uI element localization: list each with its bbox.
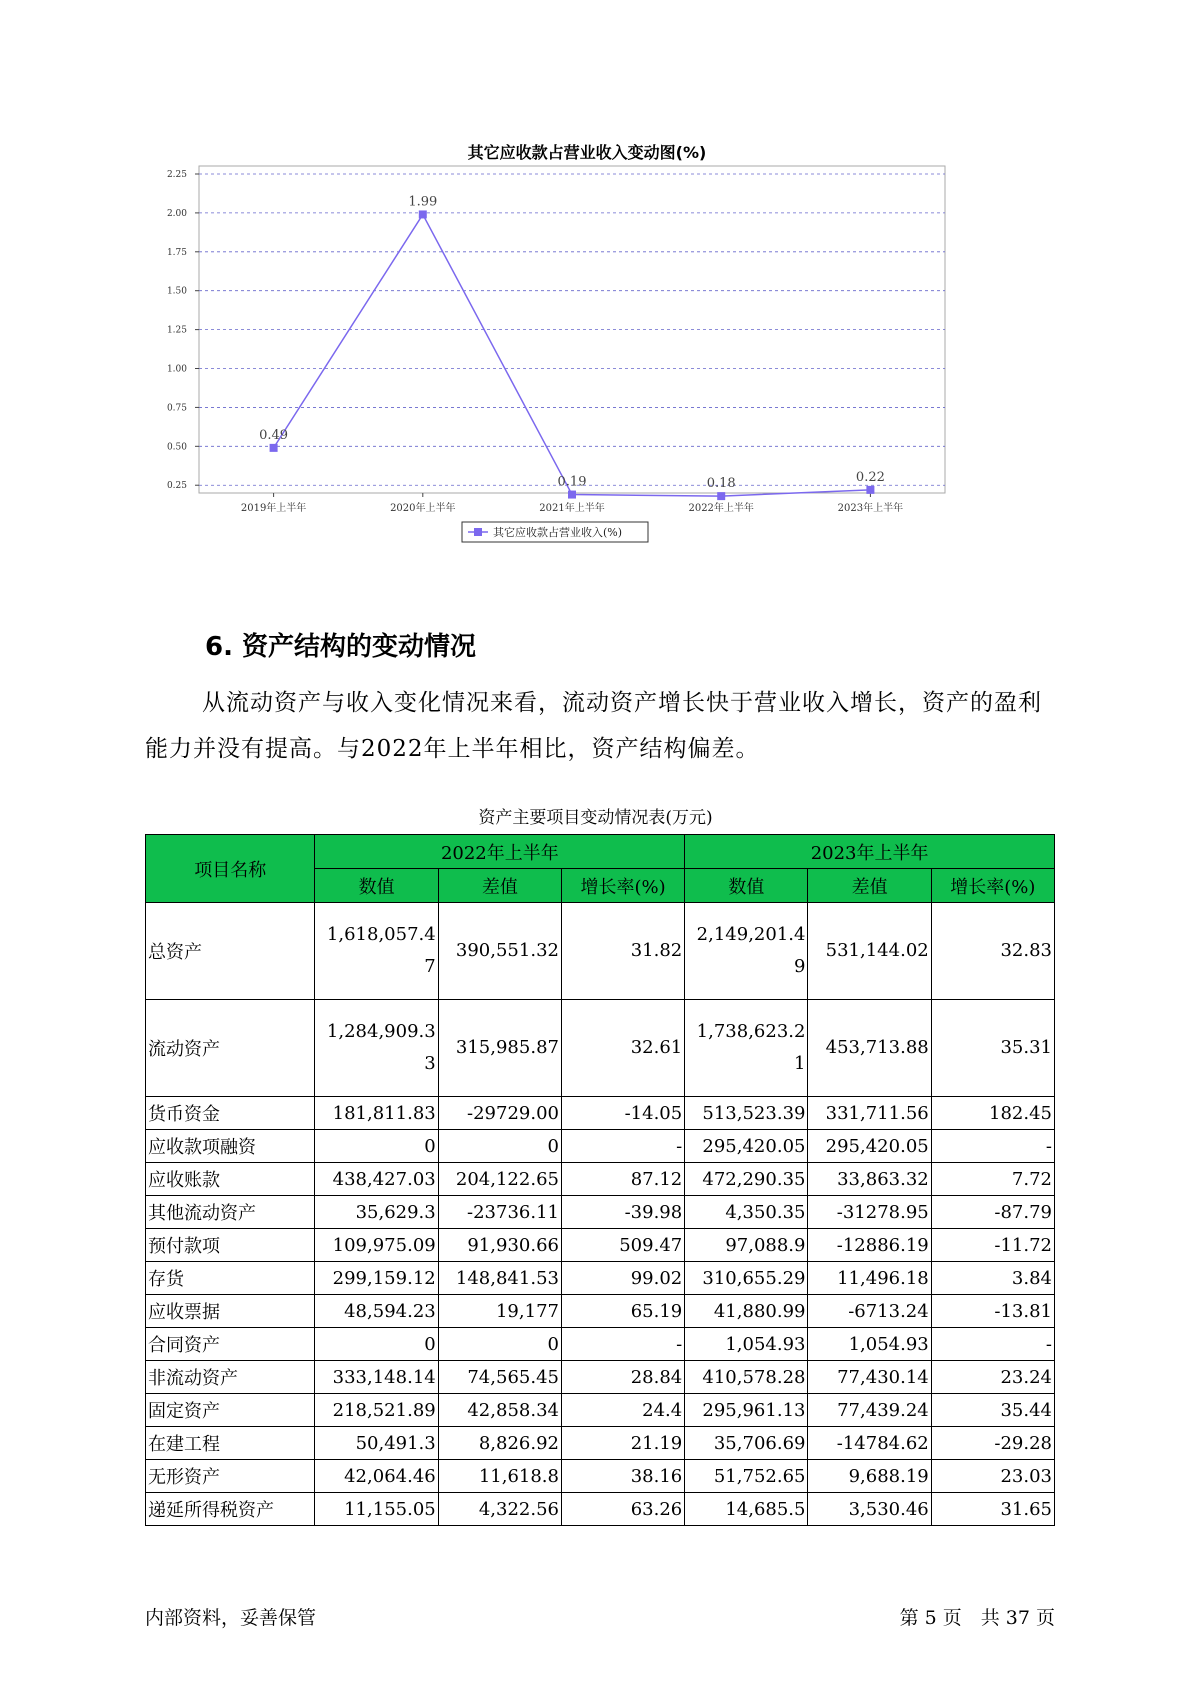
cell-g1: [561, 1097, 684, 1130]
table-row: [146, 1262, 1055, 1295]
cell-value: 87.12: [630, 1168, 683, 1190]
cell-v2: [685, 1262, 808, 1295]
cell-value: -14.05: [624, 1102, 683, 1124]
cell-v1: [315, 1262, 438, 1295]
cell-v2: [685, 1229, 808, 1262]
cell-value: 35,629.3: [355, 1201, 436, 1223]
cell-v2: [685, 1460, 808, 1493]
cell-d2: [808, 1196, 931, 1229]
cell-g1: [561, 1493, 684, 1526]
cell-g2: [931, 1130, 1054, 1163]
cell-v2: [685, 1493, 808, 1526]
cell-v1: [315, 1361, 438, 1394]
cell-d1: [438, 1130, 561, 1163]
cell-value: 11,618.8: [478, 1465, 559, 1487]
row-label: 其他流动资产: [146, 1196, 315, 1229]
row-label: 递延所得税资产: [146, 1493, 315, 1526]
cell-value: 91,930.66: [467, 1234, 559, 1256]
header-diff-2: 差值: [808, 869, 931, 903]
cell-value: 453,713.88: [825, 1037, 929, 1058]
cell-value: 28.84: [630, 1366, 683, 1388]
cell-g1: [561, 1262, 684, 1295]
cell-d1: [438, 1394, 561, 1427]
cell-value: 50,491.3: [355, 1432, 436, 1454]
cell-g1: [561, 1163, 684, 1196]
row-label: 非流动资产: [146, 1361, 315, 1394]
legend-marker: [474, 528, 482, 536]
page-number: 第 5 页 共 37 页: [899, 1607, 1055, 1629]
x-tick-label: 2023年上半年: [837, 503, 904, 514]
cell-g1: [561, 1328, 684, 1361]
cell-d1: [438, 1361, 561, 1394]
y-tick-label: 1.75: [166, 247, 187, 258]
row-label: 在建工程: [146, 1427, 315, 1460]
table-row: [146, 1130, 1055, 1163]
cell-d1: [438, 903, 561, 1000]
cell-v1: [315, 1328, 438, 1361]
cell-value: 204,122.65: [455, 1168, 559, 1190]
table-row: [146, 1460, 1055, 1493]
y-tick-label: 1.50: [166, 286, 187, 297]
cell-d2: [808, 1000, 931, 1097]
table-row: [146, 1163, 1055, 1196]
cell-g1: [561, 1460, 684, 1493]
cell-g2: [931, 1394, 1054, 1427]
cell-v1: [315, 1196, 438, 1229]
cell-d2: [808, 1295, 931, 1328]
cell-v2: [685, 1328, 808, 1361]
table-row: [146, 1493, 1055, 1526]
asset-change-table: [145, 834, 1055, 1526]
cell-value: 97,088.9: [725, 1234, 806, 1256]
table-row: [146, 1394, 1055, 1427]
cell-value: -: [676, 1135, 683, 1157]
x-tick-label: 2020年上半年: [390, 503, 456, 514]
cell-d2: [808, 1361, 931, 1394]
cell-value: 32.83: [1000, 940, 1052, 961]
cell-d1: [438, 1460, 561, 1493]
cell-g2: [931, 1361, 1054, 1394]
row-label: 流动资产: [146, 1000, 315, 1097]
cell-value: -87.79: [994, 1201, 1052, 1223]
cell-g1: [561, 1295, 684, 1328]
cell-value: 3.84: [1011, 1267, 1052, 1289]
cell-value: -29729.00: [467, 1102, 559, 1124]
cell-value: 63.26: [630, 1498, 683, 1520]
cell-d2: [808, 1460, 931, 1493]
cell-g2: [931, 1427, 1054, 1460]
cell-d2: [808, 1163, 931, 1196]
cell-value: 24.4: [642, 1399, 683, 1421]
cell-g2: [931, 1295, 1054, 1328]
cell-value: 1,738,623.21: [696, 1021, 806, 1074]
cell-d2: [808, 903, 931, 1000]
table-row: [146, 1229, 1055, 1262]
cell-g2: [931, 1229, 1054, 1262]
cell-value: 472,290.35: [702, 1168, 806, 1190]
cell-g1: [561, 1130, 684, 1163]
cell-g1: [561, 1229, 684, 1262]
cell-v2: [685, 1361, 808, 1394]
cell-value: 1,054.93: [848, 1333, 929, 1355]
cell-d2: [808, 1427, 931, 1460]
cell-value: 4,322.56: [478, 1498, 559, 1520]
footer-note: 内部资料，妥善保管: [145, 1607, 317, 1629]
data-point: [568, 491, 576, 499]
chart-container: [147, 140, 1027, 600]
cell-value: 38.16: [630, 1465, 683, 1487]
cell-value: 51,752.65: [713, 1465, 806, 1487]
cell-v2: [685, 1394, 808, 1427]
cell-value: 48,594.23: [344, 1300, 436, 1322]
cell-g2: [931, 1163, 1054, 1196]
cell-d1: [438, 1000, 561, 1097]
cell-v1: [315, 1000, 438, 1097]
cell-d2: [808, 1130, 931, 1163]
header-diff-1: 差值: [438, 869, 561, 903]
cell-value: -11.72: [994, 1234, 1052, 1256]
cell-value: 0: [424, 1135, 436, 1157]
cell-value: 19,177: [495, 1300, 559, 1322]
y-tick-label: 0.25: [166, 481, 187, 492]
line-chart: [147, 140, 1027, 600]
y-tick-label: 2.00: [166, 208, 187, 219]
cell-value: 390,551.32: [455, 940, 559, 961]
data-label: 1.99: [408, 194, 438, 210]
cell-value: 3,530.46: [848, 1498, 929, 1520]
header-growth-2: 增长率(%): [931, 869, 1054, 903]
header-period-1: 2022年上半年: [315, 835, 685, 869]
section-paragraph: 从流动资产与收入变化情况来看，流动资产增长快于营业收入增长，资产的盈利能力并没有提高。与2022年上半年相比，资产结构偏差。: [145, 690, 1042, 762]
cell-g2: [931, 1000, 1054, 1097]
cell-value: -14784.62: [836, 1432, 929, 1454]
data-label: 0.18: [706, 476, 736, 492]
cell-value: 32.61: [630, 1037, 683, 1058]
x-tick-label: 2021年上半年: [539, 503, 605, 514]
cell-value: 181,811.83: [332, 1102, 436, 1124]
cell-value: 148,841.53: [455, 1267, 559, 1289]
cell-value: 531,144.02: [825, 940, 929, 961]
cell-d2: [808, 1262, 931, 1295]
cell-value: -13.81: [994, 1300, 1052, 1322]
cell-g2: [931, 1262, 1054, 1295]
cell-value: -39.98: [624, 1201, 683, 1223]
cell-value: 2,149,201.49: [696, 924, 806, 977]
cell-g1: [561, 1000, 684, 1097]
header-growth-1: 增长率(%): [561, 869, 684, 903]
header-value-1: 数值: [315, 869, 438, 903]
cell-value: 295,961.13: [702, 1399, 806, 1421]
cell-d1: [438, 1196, 561, 1229]
cell-value: 14,685.5: [725, 1498, 806, 1520]
cell-value: 31.65: [1000, 1498, 1052, 1520]
row-label: 应收票据: [146, 1295, 315, 1328]
header-value-2: 数值: [685, 869, 808, 903]
y-tick-label: 2.25: [166, 170, 187, 180]
row-label: 无形资产: [146, 1460, 315, 1493]
cell-d1: [438, 1229, 561, 1262]
cell-value: 74,565.45: [467, 1366, 559, 1388]
cell-d1: [438, 1295, 561, 1328]
cell-d2: [808, 1097, 931, 1130]
x-tick-label: 2022年上半年: [688, 503, 754, 514]
chart-title: 其它应收款占营业收入变动图(%): [467, 143, 707, 162]
cell-value: 42,064.46: [344, 1465, 436, 1487]
cell-value: -: [1045, 1333, 1052, 1355]
cell-v1: [315, 1394, 438, 1427]
cell-value: 513,523.39: [702, 1102, 806, 1124]
cell-value: 1,618,057.47: [326, 924, 436, 977]
cell-v1: [315, 1427, 438, 1460]
cell-v1: [315, 1097, 438, 1130]
cell-v1: [315, 1130, 438, 1163]
cell-value: -23736.11: [467, 1201, 559, 1223]
cell-v2: [685, 1427, 808, 1460]
cell-value: 0: [547, 1135, 559, 1157]
y-tick-label: 1.00: [166, 364, 187, 375]
table-row: [146, 1295, 1055, 1328]
cell-d1: [438, 1493, 561, 1526]
cell-v1: [315, 903, 438, 1000]
row-label: 合同资产: [146, 1328, 315, 1361]
cell-value: 0: [424, 1333, 436, 1355]
y-tick-label: 1.25: [166, 325, 187, 336]
row-label: 货币资金: [146, 1097, 315, 1130]
legend-label: 其它应收款占营业收入(%): [493, 526, 623, 539]
header-item-name: 项目名称: [146, 835, 315, 903]
cell-g2: [931, 1460, 1054, 1493]
cell-value: 315,985.87: [455, 1037, 559, 1058]
cell-v1: [315, 1163, 438, 1196]
cell-v1: [315, 1295, 438, 1328]
cell-d1: [438, 1262, 561, 1295]
cell-value: 77,439.24: [837, 1399, 929, 1421]
cell-value: 99.02: [630, 1267, 683, 1289]
table-caption: 资产主要项目变动情况表(万元): [478, 808, 713, 828]
cell-value: 35.31: [1000, 1037, 1052, 1058]
cell-v2: [685, 1000, 808, 1097]
cell-value: 41,880.99: [713, 1300, 806, 1322]
cell-value: 331,711.56: [825, 1102, 929, 1124]
table-row: [146, 1196, 1055, 1229]
cell-g2: [931, 1097, 1054, 1130]
cell-g1: [561, 1427, 684, 1460]
cell-value: 23.24: [1000, 1366, 1052, 1388]
cell-d2: [808, 1394, 931, 1427]
cell-value: 65.19: [630, 1300, 683, 1322]
cell-value: 77,430.14: [837, 1366, 929, 1388]
cell-value: 9,688.19: [848, 1465, 929, 1487]
cell-value: 1,284,909.33: [326, 1021, 436, 1074]
cell-d2: [808, 1493, 931, 1526]
cell-value: -: [676, 1333, 683, 1355]
cell-v2: [685, 1163, 808, 1196]
table-row: [146, 1427, 1055, 1460]
cell-value: 42,858.34: [467, 1399, 559, 1421]
cell-d1: [438, 1163, 561, 1196]
data-point: [270, 444, 278, 452]
cell-value: 109,975.09: [332, 1234, 436, 1256]
cell-value: 35,706.69: [713, 1432, 806, 1454]
cell-value: 182.45: [989, 1102, 1052, 1124]
cell-v1: [315, 1493, 438, 1526]
data-point: [717, 492, 725, 500]
row-label: 预付款项: [146, 1229, 315, 1262]
series-line: [274, 214, 871, 496]
y-tick-label: 0.75: [166, 403, 187, 414]
data-point: [866, 486, 874, 494]
cell-value: 333,148.14: [332, 1366, 436, 1388]
cell-value: 11,496.18: [837, 1267, 929, 1289]
row-label: 应收账款: [146, 1163, 315, 1196]
cell-value: 4,350.35: [725, 1201, 806, 1223]
cell-value: 8,826.92: [478, 1432, 559, 1454]
cell-g2: [931, 1328, 1054, 1361]
cell-v2: [685, 1097, 808, 1130]
cell-value: -29.28: [994, 1432, 1052, 1454]
cell-g2: [931, 1196, 1054, 1229]
cell-v2: [685, 1196, 808, 1229]
table-row: [146, 1361, 1055, 1394]
cell-value: 218,521.89: [332, 1399, 436, 1421]
cell-v2: [685, 903, 808, 1000]
cell-value: -6713.24: [848, 1300, 929, 1322]
cell-g2: [931, 903, 1054, 1000]
cell-v2: [685, 1295, 808, 1328]
cell-value: 21.19: [630, 1432, 683, 1454]
data-label: 0.49: [259, 427, 289, 443]
y-tick-label: 0.50: [166, 442, 187, 453]
cell-g1: [561, 903, 684, 1000]
cell-g1: [561, 1196, 684, 1229]
cell-value: 299,159.12: [332, 1267, 436, 1289]
cell-value: -31278.95: [836, 1201, 929, 1223]
cell-v1: [315, 1460, 438, 1493]
row-label: 总资产: [146, 903, 315, 1000]
cell-g1: [561, 1394, 684, 1427]
cell-value: 509.47: [619, 1234, 683, 1256]
row-label: 存货: [146, 1262, 315, 1295]
row-label: 应收款项融资: [146, 1130, 315, 1163]
cell-value: 310,655.29: [702, 1267, 806, 1289]
cell-value: 31.82: [630, 940, 683, 961]
cell-value: -12886.19: [836, 1234, 929, 1256]
cell-value: 295,420.05: [825, 1135, 929, 1157]
data-point: [419, 210, 427, 218]
data-label: 0.19: [557, 474, 587, 490]
x-tick-label: 2019年上半年: [240, 503, 307, 514]
cell-d1: [438, 1328, 561, 1361]
cell-value: 0: [547, 1333, 559, 1355]
table-row: [146, 1328, 1055, 1361]
cell-value: 23.03: [1000, 1465, 1052, 1487]
cell-v1: [315, 1229, 438, 1262]
cell-value: 35.44: [1000, 1399, 1052, 1421]
cell-value: 295,420.05: [702, 1135, 806, 1157]
cell-g2: [931, 1493, 1054, 1526]
cell-value: 1,054.93: [725, 1333, 806, 1355]
data-label: 0.22: [855, 469, 885, 485]
table-row: [146, 1000, 1055, 1097]
cell-g1: [561, 1361, 684, 1394]
section-heading: 6. 资产结构的变动情况: [205, 632, 477, 662]
table-body: [146, 903, 1055, 1526]
cell-d2: [808, 1328, 931, 1361]
cell-value: 438,427.03: [332, 1168, 436, 1190]
table-row: [146, 903, 1055, 1000]
cell-v2: [685, 1130, 808, 1163]
cell-d1: [438, 1097, 561, 1130]
cell-value: 7.72: [1011, 1168, 1052, 1190]
cell-value: 33,863.32: [837, 1168, 929, 1190]
cell-d2: [808, 1229, 931, 1262]
cell-value: 11,155.05: [344, 1498, 436, 1520]
table-row: [146, 1097, 1055, 1130]
header-period-2: 2023年上半年: [685, 835, 1055, 869]
row-label: 固定资产: [146, 1394, 315, 1427]
cell-d1: [438, 1427, 561, 1460]
cell-value: -: [1045, 1135, 1052, 1157]
cell-value: 410,578.28: [702, 1366, 806, 1388]
